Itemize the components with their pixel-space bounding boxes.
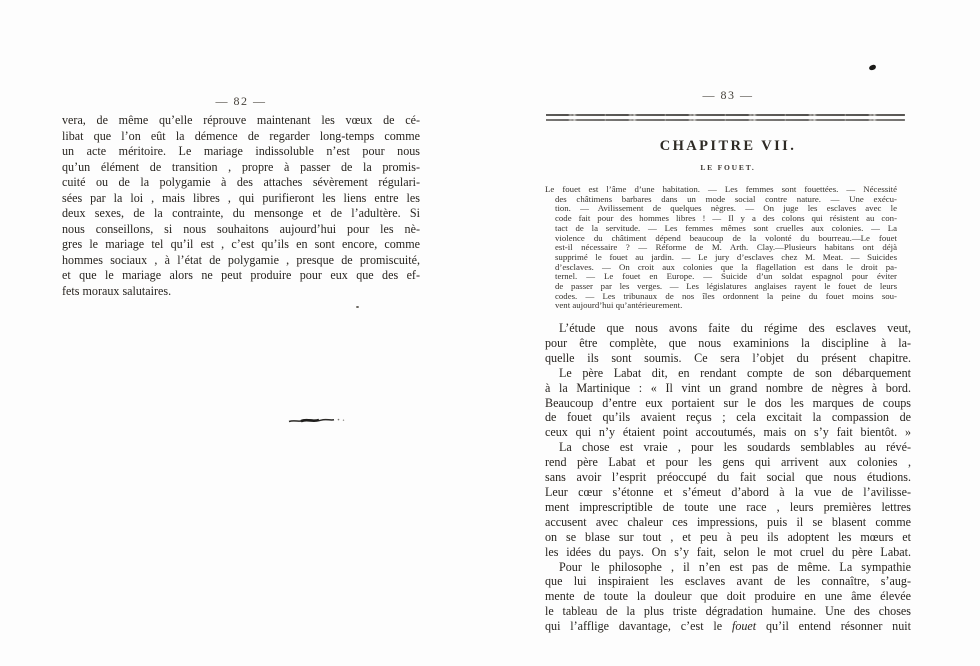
text-line: qu’un élément de transition , propre à passer de la promis- (62, 159, 420, 174)
ink-speck (356, 306, 359, 308)
text-line: nous conseillons, si nous souhaitons aujourd’hui pour les nè- (62, 221, 420, 236)
text-line: est-il nécessaire ? — Réforme de M. Arth. Clay.—Plusieurs habitans ont déjà (555, 242, 897, 253)
text-line: L’étude que nous avons faite du régime des esclaves veut, (559, 321, 911, 335)
text-line: des châtimens barbares dans un mode social contre nature. — Une exécu- (555, 193, 897, 204)
text-line: mente de toute la douleur que doit produire en une âme élevée (545, 589, 911, 604)
text-line: tion. — Avilissement de quelques nègres. — On juge les esclaves avec le (555, 203, 897, 214)
chapter-subtitle: LE FOUET. (700, 163, 756, 172)
text-line: hommes sociaux , à l’état de polygamie , presque de promiscuité, (62, 252, 420, 267)
text-line: libat que l’on eût la démence de regarder long-temps comme (62, 128, 420, 143)
text-line: pour être complète, que nous examinions la discipline à la- (545, 335, 911, 350)
text-line: supprimé le fouet au jardin. — Le jury d’esclaves chez M. Meat. — Suicides (555, 251, 897, 262)
text-line: Pour le philosophe , il n’en est pas de même. La sympathie (559, 559, 911, 574)
text-line: et que le mariage alors ne peut produire pour eux que des ef- (62, 268, 420, 282)
text-line: sans avoir l’esprit préoccupé du fait social que nous étudions. (545, 470, 911, 485)
text-line: sées par la loi , mais libres , qui purifieront les liens entre les (62, 190, 420, 205)
text-line: vera, de même qu’elle réprouve maintenant les vœux de cé- (62, 113, 420, 127)
text-line: gres le mariage tel qu’il est , c’est qu’ils en sont encore, comme (62, 237, 420, 251)
text-line: fets moraux salutaires. (62, 283, 172, 298)
divider-flourish-icon (288, 416, 346, 425)
text-line: qui l’afflige davantage, c’est le fouet qu’il entend résonner nuit (545, 619, 911, 634)
header-double-rule (546, 114, 905, 121)
text-line: Le fouet est l’âme d’une habitation. — Les femmes sont fouettées. — Nécessité (545, 184, 897, 194)
text-line: ment imprescriptible de toute une race , leurs premières lettres (545, 499, 911, 514)
text-line: le tableau de la plus triste dégradation humaine. Une des choses (545, 604, 911, 619)
text-line: ternel. — Le fouet en Europe. — Suicide d’un soldat espagnol pour éviter (555, 271, 897, 282)
text-line: que lui inspiraient les esclaves avant de les connaître, s’aug- (545, 574, 911, 589)
text-line: Beaucoup d’entre eux portaient sur le dos les marques de coups (545, 395, 911, 410)
text-line: deux sexes, de la contrainte, du mensonge et de l’adultère. Si (62, 206, 420, 220)
text-line: La chose est vraie , pour les soudards semblables au révé- (559, 440, 911, 455)
page-82 (62, 0, 420, 666)
page-number-right: — 83 — (702, 88, 754, 102)
page-83 (545, 0, 911, 666)
text-line: code fait pour des hommes libres ! — Il y a des colons qui résistent au con- (555, 213, 897, 224)
text-line: violence du châtiment dépend beaucoup de la volonté du bourreau.—Le fouet (555, 232, 897, 243)
text-line: cuité ou de la polygamie à des attaches sévèrement régulari- (62, 175, 420, 189)
page-number-left: — 82 — (215, 94, 267, 108)
text-line: on se blase sur tout , et peu à peu ils adoptent les mœurs et (545, 529, 911, 544)
text-line: de fouet qu’ils avaient reçus ; cela excitait la compassion de (545, 410, 911, 425)
page-83-body-text (545, 321, 911, 634)
chapter-title: CHAPITRE VII. (659, 138, 797, 154)
page-82-body-text (62, 113, 420, 299)
text-line: les idées du pays. On s’y fait, selon le mot cruel du père Labat. (545, 544, 911, 559)
text-line: de passer par les verges. — Les législatures anglaises rayent le fouet de leurs (555, 281, 897, 292)
text-line: accusent avec chaleur ces impressions, puis il se blasent comme (545, 514, 911, 529)
text-line: rend père Labat et pour les gens qui arrivent aux colonies , (545, 455, 911, 470)
text-line: codes. — Les tribunaux de nos îles ordonnent la peine du fouet moins sou- (555, 290, 897, 301)
chapter-summary (545, 185, 897, 311)
text-line: quelle ils sont soumis. Ce sera l’objet du présent chapitre. (545, 350, 911, 365)
text-line: un acte méritoire. Le mariage indissoluble n’est pour nous (62, 144, 420, 158)
text-line: vent aujourd’hui qu’antérieurement. (555, 300, 683, 311)
text-line: d’esclaves. — On croit aux colonies que la flagellation est dans le droit pa- (555, 261, 897, 272)
text-line: ceux qui n’y étaient point accoutumés, mais on s’y fait bientôt. » (545, 425, 911, 440)
text-line: Le père Labat dit, en rendant compte de son débarquement (559, 365, 911, 380)
text-line: à la Martinique : « Il vint un grand nombre de nègres à bord. (545, 380, 911, 395)
text-line: tact de la servitude. — Les femmes mêmes sont cruelles aux colonies. — La (555, 222, 897, 233)
text-line: Leur cœur s’étonne et s’émeut d’abord à la vue de l’avilisse- (545, 484, 911, 499)
